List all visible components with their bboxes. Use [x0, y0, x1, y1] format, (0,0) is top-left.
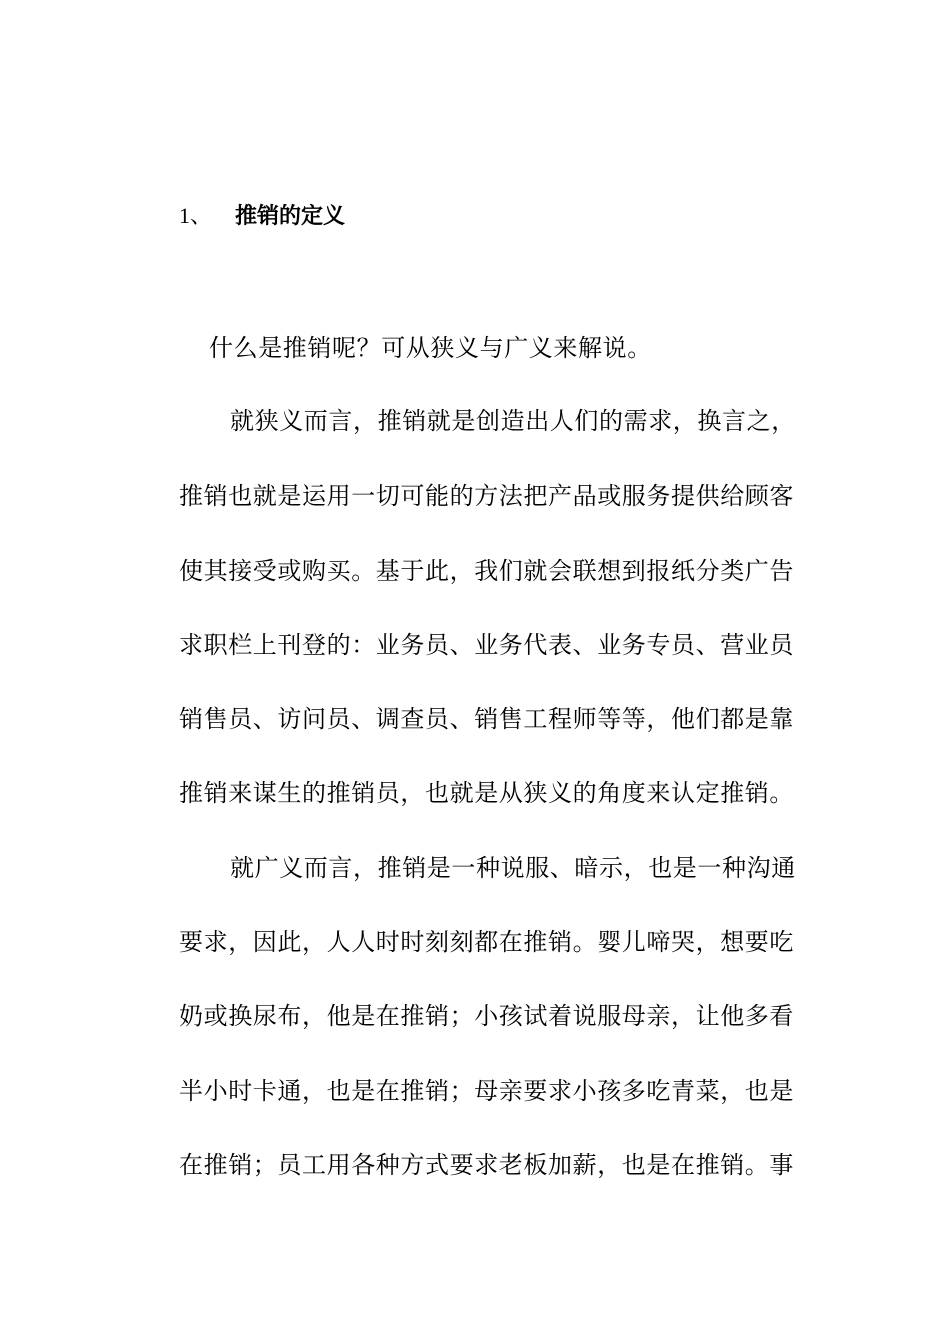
paragraph-line: 在推销；员工用各种方式要求老板加薪，也是在推销。事	[179, 1151, 794, 1179]
paragraph-line: 什么是推销呢？可从狭义与广义来解说。	[209, 334, 652, 362]
paragraph-line: 推销也就是运用一切可能的方法把产品或服务提供给顾客	[179, 482, 794, 510]
paragraph-line: 奶或换尿布，他是在推销；小孩试着说服母亲，让他多看	[179, 1002, 794, 1030]
paragraph-line: 就狭义而言，推销就是创造出人们的需求，换言之，	[230, 407, 796, 435]
paragraph-line: 推销来谋生的推销员，也就是从狭义的角度来认定推销。	[179, 779, 794, 807]
paragraph-line: 使其接受或购买。基于此，我们就会联想到报纸分类广告	[179, 557, 794, 585]
paragraph-line: 求职栏上刊登的：业务员、业务代表、业务专员、营业员	[179, 631, 794, 659]
paragraph-line: 就广义而言，推销是一种说服、暗示，也是一种沟通	[230, 854, 796, 882]
section-heading	[179, 200, 345, 233]
paragraph-line: 销售员、访问员、调查员、销售工程师等等，他们都是靠	[179, 705, 794, 733]
section-number: 1、	[179, 203, 213, 228]
paragraph-line: 半小时卡通，也是在推销；母亲要求小孩多吃青菜，也是	[179, 1077, 794, 1105]
paragraph-line: 要求，因此，人人时时刻刻都在推销。婴儿啼哭，想要吃	[179, 928, 794, 956]
section-title: 推销的定义	[235, 204, 346, 229]
